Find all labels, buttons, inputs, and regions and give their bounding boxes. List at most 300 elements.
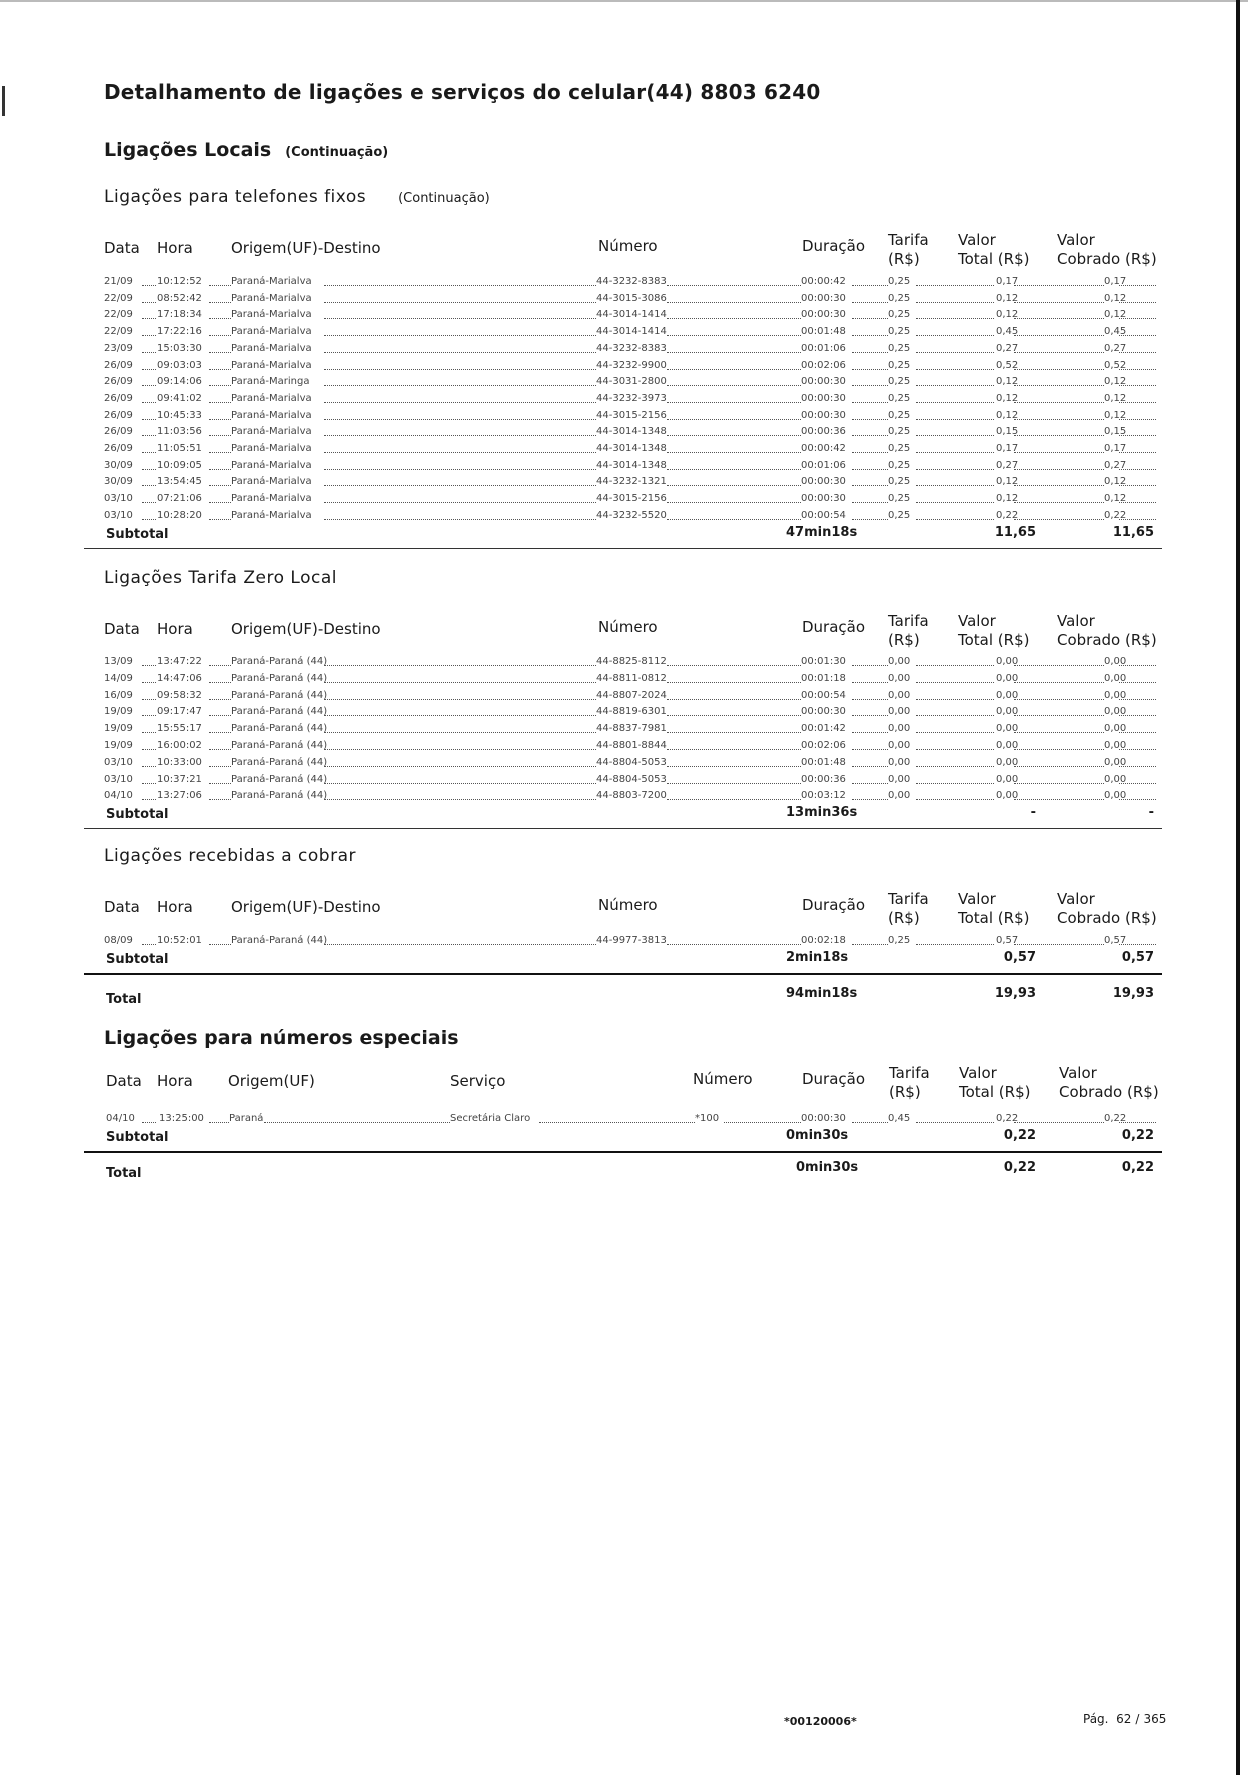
header-numero: Número bbox=[598, 618, 658, 636]
cell-data: 26/09 bbox=[104, 392, 133, 404]
scan-top-edge bbox=[0, 0, 1248, 2]
cell-hora: 15:55:17 bbox=[157, 723, 202, 735]
header-valor-cobrado-2: Cobrado (R$) bbox=[1059, 1083, 1159, 1101]
dot-leader bbox=[142, 369, 156, 370]
dot-leader bbox=[209, 435, 231, 436]
dot-leader bbox=[324, 402, 596, 403]
header-valor-total-2: Total (R$) bbox=[959, 1083, 1031, 1101]
dot-leader bbox=[667, 799, 801, 800]
dot-leader bbox=[209, 699, 231, 700]
dot-leader bbox=[1119, 732, 1156, 733]
dot-leader bbox=[916, 419, 994, 420]
dot-leader bbox=[209, 302, 231, 303]
dot-leader bbox=[916, 766, 994, 767]
dot-leader bbox=[667, 519, 801, 520]
dot-leader bbox=[724, 1122, 801, 1123]
table-row bbox=[104, 323, 1158, 340]
cell-data: 19/09 bbox=[104, 723, 133, 735]
cell-total: 0,57 bbox=[996, 935, 1019, 946]
cell-cobrado: 0,27 bbox=[1104, 342, 1127, 354]
section-title-locais bbox=[104, 139, 388, 161]
dot-leader bbox=[209, 502, 231, 503]
table-row bbox=[104, 340, 1158, 357]
dot-leader bbox=[667, 369, 801, 370]
cell-data: 04/10 bbox=[106, 1113, 135, 1124]
cell-cobrado: 0,12 bbox=[1104, 493, 1127, 505]
cell-numero: 44-3232-8383 bbox=[596, 276, 667, 287]
table-row bbox=[104, 373, 1158, 390]
header-duracao: Duração bbox=[802, 618, 866, 636]
cell-numero: 44-8801-8844 bbox=[596, 740, 667, 751]
dot-leader bbox=[916, 452, 994, 453]
dot-leader bbox=[1014, 502, 1104, 503]
dot-leader bbox=[667, 452, 801, 453]
cell-tarifa: 0,25 bbox=[888, 326, 911, 338]
dot-leader bbox=[852, 732, 888, 733]
dot-leader bbox=[916, 318, 994, 319]
dot-leader bbox=[1119, 715, 1156, 716]
cell-total: 0,12 bbox=[996, 309, 1019, 321]
cell-tarifa: 0,25 bbox=[888, 309, 911, 321]
cell-origem: Paraná-Marialva bbox=[231, 493, 312, 505]
cell-numero: 44-8837-7981 bbox=[596, 723, 667, 735]
dot-leader bbox=[1014, 435, 1104, 436]
cell-cobrado: 0,00 bbox=[1104, 756, 1127, 768]
subtotal-label: Subtotal bbox=[106, 952, 169, 967]
cell-total: 0,45 bbox=[996, 326, 1019, 338]
cell-duracao: 00:00:36 bbox=[801, 773, 846, 785]
table-row bbox=[104, 507, 1158, 524]
cell-duracao: 00:01:42 bbox=[801, 723, 846, 735]
cell-duracao: 00:01:48 bbox=[801, 756, 846, 768]
cell-tarifa: 0,00 bbox=[888, 656, 911, 667]
dot-leader bbox=[916, 799, 994, 800]
dot-leader bbox=[852, 749, 888, 750]
cell-data: 19/09 bbox=[104, 740, 133, 751]
cell-total: 0,12 bbox=[996, 292, 1019, 304]
dot-leader bbox=[1119, 402, 1156, 403]
dot-leader bbox=[1014, 732, 1104, 733]
dot-leader bbox=[1119, 783, 1156, 784]
header-hora: Hora bbox=[157, 1072, 193, 1090]
cell-hora: 10:28:20 bbox=[157, 509, 202, 521]
dot-leader bbox=[852, 485, 888, 486]
cell-origem: Paraná-Marialva bbox=[231, 342, 312, 354]
cell-cobrado: 0,00 bbox=[1104, 689, 1127, 701]
dot-leader bbox=[142, 1122, 156, 1123]
dot-leader bbox=[142, 749, 156, 750]
cell-cobrado: 0,00 bbox=[1104, 656, 1127, 667]
cell-tarifa: 0,00 bbox=[888, 723, 911, 735]
cell-origem: Paraná-Marialva bbox=[231, 426, 312, 438]
cell-tarifa: 0,25 bbox=[888, 443, 911, 454]
cell-origem: Paraná-Marialva bbox=[231, 359, 312, 371]
dot-leader bbox=[1119, 799, 1156, 800]
dot-leader bbox=[324, 766, 596, 767]
dot-leader bbox=[209, 335, 231, 336]
header-valor-cobrado-1: Valor bbox=[1057, 231, 1095, 249]
dot-leader bbox=[1014, 318, 1104, 319]
cell-numero: *100 bbox=[695, 1113, 720, 1124]
header-valor-total-1: Valor bbox=[959, 1064, 997, 1082]
dot-leader bbox=[209, 766, 231, 767]
dot-leader bbox=[1119, 749, 1156, 750]
cell-cobrado: 0,00 bbox=[1104, 723, 1127, 735]
dot-leader bbox=[1119, 352, 1156, 353]
dot-leader bbox=[916, 469, 994, 470]
cell-origem: Paraná-Maringa bbox=[231, 376, 310, 388]
cell-duracao: 00:01:48 bbox=[801, 326, 846, 338]
dot-leader bbox=[1014, 1122, 1104, 1123]
dot-leader bbox=[916, 352, 994, 353]
dot-leader bbox=[852, 285, 888, 286]
dot-leader bbox=[667, 682, 801, 683]
cell-cobrado: 0,00 bbox=[1104, 706, 1127, 718]
dot-leader bbox=[852, 783, 888, 784]
dot-leader bbox=[324, 419, 596, 420]
dot-leader bbox=[852, 715, 888, 716]
cell-origem: Paraná-Paraná (44) bbox=[231, 706, 328, 718]
subtotal-rule bbox=[84, 828, 1162, 829]
dot-leader bbox=[1119, 665, 1156, 666]
cell-tarifa: 0,25 bbox=[888, 276, 911, 287]
dot-leader bbox=[1014, 369, 1104, 370]
cell-duracao: 00:03:12 bbox=[801, 790, 846, 802]
cell-duracao: 00:00:54 bbox=[801, 509, 846, 521]
cell-duracao: 00:00:30 bbox=[801, 409, 846, 421]
cell-tarifa: 0,00 bbox=[888, 756, 911, 768]
header-data: Data bbox=[104, 898, 140, 916]
header-valor-total-2: Total (R$) bbox=[958, 631, 1030, 649]
cell-origem: Paraná-Paraná (44) bbox=[231, 689, 328, 701]
dot-leader bbox=[142, 699, 156, 700]
header-valor-total-1: Valor bbox=[958, 612, 996, 630]
dot-leader bbox=[667, 944, 801, 945]
subtotal-total: 0,57 bbox=[1003, 950, 1036, 965]
subtotal-row bbox=[104, 952, 1158, 972]
cell-hora: 14:47:06 bbox=[157, 672, 202, 684]
dot-leader bbox=[1119, 335, 1156, 336]
total-row bbox=[104, 986, 1158, 1012]
cell-numero: 44-3031-2800 bbox=[596, 376, 667, 388]
dot-leader bbox=[142, 302, 156, 303]
cell-total: 0,17 bbox=[996, 276, 1019, 287]
dot-leader bbox=[324, 749, 596, 750]
dot-leader bbox=[916, 715, 994, 716]
subsection-title-fixos-cont: (Continuação) bbox=[398, 191, 490, 206]
dot-leader bbox=[1014, 285, 1104, 286]
dot-leader bbox=[852, 699, 888, 700]
cell-data: 21/09 bbox=[104, 276, 133, 287]
header-data: Data bbox=[106, 1072, 142, 1090]
cell-origem: Paraná-Paraná (44) bbox=[231, 773, 328, 785]
cell-servico: Secretária Claro bbox=[450, 1113, 531, 1124]
footer-barcode-code: *00120006* bbox=[784, 1715, 857, 1728]
header-hora: Hora bbox=[157, 620, 193, 638]
header-data: Data bbox=[104, 620, 140, 638]
subtotal-total: 0,22 bbox=[1003, 1128, 1036, 1143]
dot-leader bbox=[852, 1122, 888, 1123]
dot-leader bbox=[852, 682, 888, 683]
cell-tarifa: 0,25 bbox=[888, 292, 911, 304]
dot-leader bbox=[142, 665, 156, 666]
dot-leader bbox=[667, 485, 801, 486]
especiais-total-cobrado: 0,22 bbox=[1121, 1160, 1154, 1175]
dot-leader bbox=[209, 665, 231, 666]
cell-cobrado: 0,45 bbox=[1104, 326, 1127, 338]
header-tarifa-1: Tarifa bbox=[888, 612, 929, 630]
cell-hora: 10:37:21 bbox=[157, 773, 202, 785]
subsection-title-fixos-text: Ligações para telefones fixos bbox=[104, 187, 367, 207]
dot-leader bbox=[916, 944, 994, 945]
cell-data: 22/09 bbox=[104, 326, 133, 338]
dot-leader bbox=[209, 682, 231, 683]
dot-leader bbox=[916, 335, 994, 336]
cell-data: 16/09 bbox=[104, 689, 133, 701]
cell-numero: 44-3014-1348 bbox=[596, 459, 667, 471]
table-row bbox=[104, 490, 1158, 507]
dot-leader bbox=[1119, 469, 1156, 470]
dot-leader bbox=[142, 435, 156, 436]
dot-leader bbox=[916, 699, 994, 700]
header-tarifa-1: Tarifa bbox=[889, 1064, 930, 1082]
cell-data: 03/10 bbox=[104, 509, 133, 521]
dot-leader bbox=[1014, 402, 1104, 403]
cell-duracao: 00:00:30 bbox=[801, 1113, 846, 1124]
header-origem: Origem(UF)-Destino bbox=[231, 239, 381, 257]
table-row bbox=[104, 306, 1158, 323]
cell-duracao: 00:00:30 bbox=[801, 493, 846, 505]
dot-leader bbox=[667, 732, 801, 733]
cell-origem: Paraná-Paraná (44) bbox=[231, 935, 328, 946]
header-valor-total-2: Total (R$) bbox=[958, 909, 1030, 927]
cell-data: 26/09 bbox=[104, 443, 133, 454]
dot-leader bbox=[1014, 783, 1104, 784]
cell-cobrado: 0,22 bbox=[1104, 509, 1127, 521]
table-row bbox=[104, 273, 1158, 290]
table-row bbox=[104, 932, 1158, 949]
cell-numero: 44-3232-3973 bbox=[596, 392, 667, 404]
dot-leader bbox=[1119, 502, 1156, 503]
cell-numero: 44-3015-2156 bbox=[596, 493, 667, 505]
table-row bbox=[104, 720, 1158, 737]
header-origem: Origem(UF)-Destino bbox=[231, 898, 381, 916]
footer-page-sep: / bbox=[1135, 1712, 1140, 1726]
section-title-locais-text: Ligações Locais bbox=[104, 139, 272, 161]
subtotal-cobrado: 0,22 bbox=[1121, 1128, 1154, 1143]
cell-numero: 44-8825-8112 bbox=[596, 656, 667, 667]
dot-leader bbox=[1119, 766, 1156, 767]
dot-leader bbox=[142, 682, 156, 683]
dot-leader bbox=[667, 385, 801, 386]
table-row bbox=[104, 473, 1158, 490]
cell-hora: 13:54:45 bbox=[157, 476, 202, 488]
dot-leader bbox=[667, 665, 801, 666]
cell-origem: Paraná-Paraná (44) bbox=[231, 740, 328, 751]
header-origem: Origem(UF) bbox=[228, 1072, 315, 1090]
cell-data: 23/09 bbox=[104, 342, 133, 354]
dot-leader bbox=[324, 335, 596, 336]
dot-leader bbox=[667, 783, 801, 784]
cell-numero: 44-8803-7200 bbox=[596, 790, 667, 802]
header-valor-cobrado-2: Cobrado (R$) bbox=[1057, 250, 1157, 268]
dot-leader bbox=[142, 469, 156, 470]
table-row bbox=[104, 440, 1158, 457]
cell-total: 0,00 bbox=[996, 723, 1019, 735]
cell-duracao: 00:01:18 bbox=[801, 672, 846, 684]
dot-leader bbox=[916, 732, 994, 733]
dot-leader bbox=[324, 732, 596, 733]
dot-leader bbox=[916, 1122, 994, 1123]
dot-leader bbox=[142, 519, 156, 520]
dot-leader bbox=[324, 352, 596, 353]
section-title-locais-cont: (Continuação) bbox=[285, 145, 389, 160]
dot-leader bbox=[916, 682, 994, 683]
dot-leader bbox=[1014, 469, 1104, 470]
dot-leader bbox=[852, 352, 888, 353]
dot-leader bbox=[324, 682, 596, 683]
cell-cobrado: 0,12 bbox=[1104, 292, 1127, 304]
header-tarifa-1: Tarifa bbox=[888, 231, 929, 249]
table-row bbox=[104, 407, 1158, 424]
table-row bbox=[104, 703, 1158, 720]
cell-numero: 44-3014-1414 bbox=[596, 309, 667, 321]
dot-leader bbox=[142, 766, 156, 767]
cell-tarifa: 0,25 bbox=[888, 392, 911, 404]
header-duracao: Duração bbox=[802, 896, 866, 914]
cell-cobrado: 0,12 bbox=[1104, 309, 1127, 321]
cell-duracao: 00:02:06 bbox=[801, 740, 846, 751]
dot-leader bbox=[1119, 699, 1156, 700]
table-row bbox=[104, 687, 1158, 704]
cell-hora: 16:00:02 bbox=[157, 740, 202, 751]
cell-total: 0,12 bbox=[996, 409, 1019, 421]
cell-data: 22/09 bbox=[104, 309, 133, 321]
subtotal-label: Subtotal bbox=[106, 807, 169, 823]
cell-origem: Paraná-Marialva bbox=[231, 392, 312, 404]
dot-leader bbox=[209, 799, 231, 800]
total-total: 19,93 bbox=[994, 986, 1036, 1001]
cell-tarifa: 0,00 bbox=[888, 790, 911, 802]
cell-origem: Paraná-Marialva bbox=[231, 409, 312, 421]
subtotal-cobrado: - bbox=[1148, 805, 1154, 821]
cell-total: 0,12 bbox=[996, 476, 1019, 488]
cell-cobrado: 0,12 bbox=[1104, 376, 1127, 388]
cell-duracao: 00:00:42 bbox=[801, 276, 846, 287]
cell-tarifa: 0,00 bbox=[888, 706, 911, 718]
scan-left-mark bbox=[2, 86, 11, 116]
cell-tarifa: 0,25 bbox=[888, 359, 911, 371]
cell-origem: Paraná-Paraná (44) bbox=[231, 656, 328, 667]
dot-leader bbox=[142, 419, 156, 420]
cell-tarifa: 0,45 bbox=[888, 1113, 911, 1124]
dot-leader bbox=[667, 435, 801, 436]
dot-leader bbox=[852, 385, 888, 386]
table-row bbox=[104, 457, 1158, 474]
cell-hora: 17:22:16 bbox=[157, 326, 202, 338]
dot-leader bbox=[264, 1122, 450, 1123]
subtotal-rule bbox=[84, 973, 1162, 975]
dot-leader bbox=[667, 285, 801, 286]
especiais-total-total: 0,22 bbox=[1003, 1160, 1036, 1175]
cell-origem: Paraná-Marialva bbox=[231, 443, 312, 454]
dot-leader bbox=[324, 302, 596, 303]
dot-leader bbox=[916, 485, 994, 486]
cell-data: 22/09 bbox=[104, 292, 133, 304]
cell-numero: 44-3015-2156 bbox=[596, 409, 667, 421]
cell-total: 0,27 bbox=[996, 342, 1019, 354]
dot-leader bbox=[324, 318, 596, 319]
cell-hora: 09:14:06 bbox=[157, 376, 202, 388]
dot-leader bbox=[852, 944, 888, 945]
cell-hora: 09:41:02 bbox=[157, 392, 202, 404]
cell-hora: 09:03:03 bbox=[157, 359, 202, 371]
table-row bbox=[104, 754, 1158, 771]
cell-duracao: 00:00:42 bbox=[801, 443, 846, 454]
dot-leader bbox=[209, 783, 231, 784]
dot-leader bbox=[142, 799, 156, 800]
especiais-total-duration: 0min30s bbox=[796, 1160, 859, 1175]
dot-leader bbox=[852, 435, 888, 436]
cell-origem: Paraná-Marialva bbox=[231, 309, 312, 321]
cell-origem: Paraná-Paraná (44) bbox=[231, 790, 328, 802]
subtotal-duration: 47min18s bbox=[786, 524, 858, 540]
dot-leader bbox=[1119, 1122, 1156, 1123]
header-valor-cobrado-2: Cobrado (R$) bbox=[1057, 909, 1157, 927]
cell-cobrado: 0,17 bbox=[1104, 443, 1127, 454]
cell-hora: 10:45:33 bbox=[157, 409, 202, 421]
dot-leader bbox=[209, 469, 231, 470]
cell-data: 03/10 bbox=[104, 493, 133, 505]
header-numero: Número bbox=[693, 1070, 753, 1088]
header-valor-cobrado-1: Valor bbox=[1057, 612, 1095, 630]
cell-duracao: 00:00:36 bbox=[801, 426, 846, 438]
cell-numero: 44-3232-8383 bbox=[596, 342, 667, 354]
cell-numero: 44-3015-3086 bbox=[596, 292, 667, 304]
dot-leader bbox=[852, 519, 888, 520]
cell-hora: 08:52:42 bbox=[157, 292, 202, 304]
cell-total: 0,00 bbox=[996, 672, 1019, 684]
dot-leader bbox=[209, 1122, 229, 1123]
cell-data: 30/09 bbox=[104, 476, 133, 488]
cell-data: 30/09 bbox=[104, 459, 133, 471]
cell-numero: 44-3014-1414 bbox=[596, 326, 667, 338]
dot-leader bbox=[324, 665, 596, 666]
dot-leader bbox=[209, 385, 231, 386]
cell-cobrado: 0,12 bbox=[1104, 409, 1127, 421]
cell-numero: 44-3014-1348 bbox=[596, 426, 667, 438]
subtotal-duration: 13min36s bbox=[786, 805, 858, 821]
dot-leader bbox=[852, 502, 888, 503]
dot-leader bbox=[852, 665, 888, 666]
cell-hora: 10:52:01 bbox=[157, 935, 202, 946]
cell-cobrado: 0,22 bbox=[1104, 1113, 1127, 1124]
dot-leader bbox=[1014, 419, 1104, 420]
dot-leader bbox=[142, 715, 156, 716]
dot-leader bbox=[916, 749, 994, 750]
cell-origem: Paraná-Marialva bbox=[231, 459, 312, 471]
dot-leader bbox=[1014, 715, 1104, 716]
dot-leader bbox=[1014, 766, 1104, 767]
cell-total: 0,27 bbox=[996, 459, 1019, 471]
table-row bbox=[104, 423, 1158, 440]
dot-leader bbox=[209, 452, 231, 453]
cell-numero: 44-3232-5520 bbox=[596, 509, 667, 521]
cell-duracao: 00:00:30 bbox=[801, 706, 846, 718]
dot-leader bbox=[539, 1122, 695, 1123]
table-row bbox=[104, 737, 1158, 754]
dot-leader bbox=[142, 944, 156, 945]
